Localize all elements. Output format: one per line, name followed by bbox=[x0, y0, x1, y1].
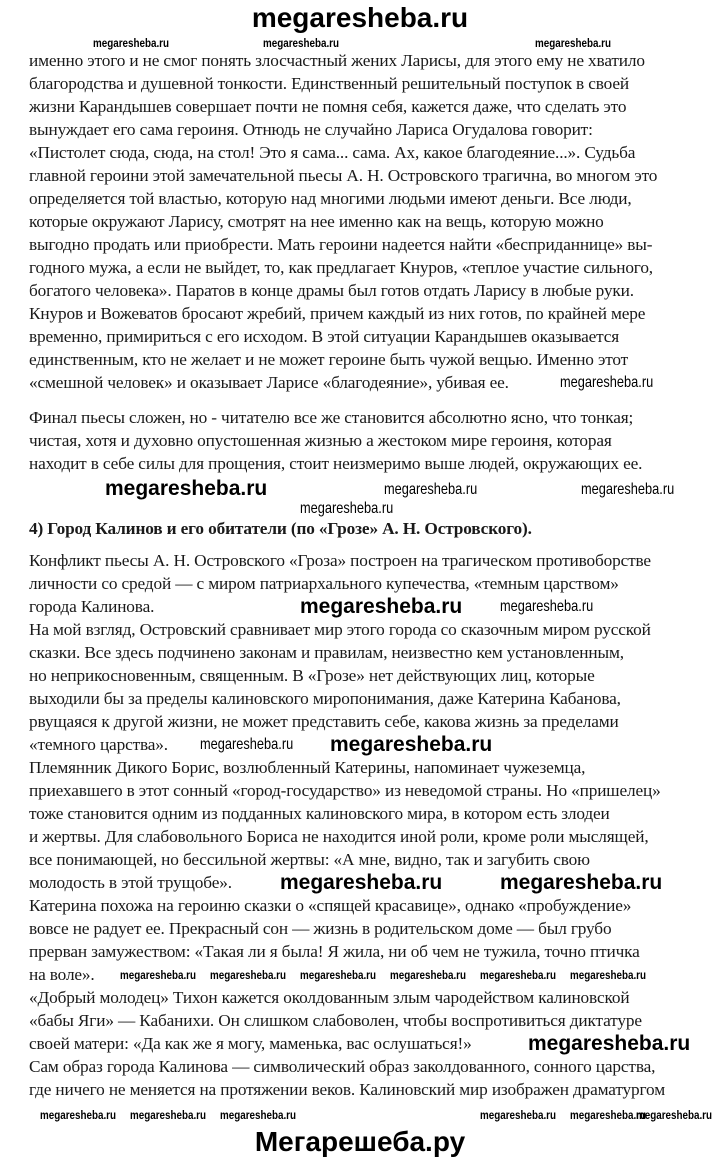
watermark: megaresheba.ru bbox=[300, 595, 463, 618]
watermark: megaresheba.ru bbox=[220, 1108, 297, 1122]
text-line: «темного царства». bbox=[29, 735, 168, 754]
text-line: Катерина похожа на героиню сказки о «спящей красавице», однако «пробуждение» bbox=[29, 896, 632, 915]
text-line: Кнуров и Вожеватов бросают жребий, причем каждый из них готов, по крайней мере bbox=[29, 304, 646, 323]
text-line: Конфликт пьесы А. Н. Островского «Гроза» построен на трагическом противоборстве bbox=[29, 551, 651, 570]
text-line: рвущаяся к другой жизни, не может представить себе, какова жизнь за пределами bbox=[29, 712, 619, 731]
watermark: megaresheba.ru bbox=[300, 500, 394, 517]
watermark: megaresheba.ru bbox=[570, 1108, 647, 1122]
watermark: megaresheba.ru bbox=[120, 968, 197, 982]
text-line: Сам образ города Калинова — символический образ заколдованного, сонного царства, bbox=[29, 1057, 656, 1076]
text-line: именно этого и не смог понять злосчастный жених Ларисы, для этого ему не хватило bbox=[29, 51, 645, 70]
watermark: megaresheba.ru bbox=[384, 481, 478, 498]
text-line: «бабы Яги» — Кабанихи. Он слишком слабоволен, чтобы воспротивиться диктатуре bbox=[29, 1011, 642, 1030]
text-line: находит в себе силы для прощения, стоит неизмеримо выше людей, окружающих ее. bbox=[29, 454, 643, 473]
text-line: но неприкосновенным, священным. В «Грозе» нет действующих лиц, которые bbox=[29, 666, 595, 685]
watermark: megaresheba.ru bbox=[263, 36, 340, 50]
text-line: жизни Карандышев совершает почти не помня себя, кажется даже, что сделать это bbox=[29, 97, 627, 116]
watermark: megaresheba.ru bbox=[528, 1032, 691, 1055]
text-line: Финал пьесы сложен, но - читателю все же становится абсолютно ясно, что тонкая; bbox=[29, 408, 634, 427]
text-line: все понимающей, но бессильной жертвы: «А мне, видно, так и загубить свою bbox=[29, 850, 590, 869]
text-line: Племянник Дикого Борис, возлюбленный Катерины, напоминает чужеземца, bbox=[29, 758, 586, 777]
watermark: megaresheba.ru bbox=[105, 477, 268, 500]
text-line: прерван замужеством: «Такая ли я была! Я жила, ни об чем не тужила, точно птичка bbox=[29, 942, 640, 961]
watermark: megaresheba.ru bbox=[535, 36, 612, 50]
text-line: главной героини этой замечательной пьесы А. Н. Островского трагична, во многом это bbox=[29, 166, 658, 185]
text-line: вынуждает его сама героиня. Отнюдь не случайно Лариса Огудалова говорит: bbox=[29, 120, 593, 139]
watermark: megaresheba.ru bbox=[210, 968, 287, 982]
text-line: приехавшего в этот сонный «город-государство» из неведомой страны. Но «пришелец» bbox=[29, 781, 661, 800]
watermark: megaresheba.ru bbox=[480, 968, 557, 982]
text-line: своей матери: «Да как же я могу, маменька, вас ослушаться!» bbox=[29, 1034, 472, 1053]
watermark: megaresheba.ru bbox=[636, 1108, 713, 1122]
watermark: megaresheba.ru bbox=[500, 598, 594, 615]
watermark: megaresheba.ru bbox=[500, 871, 663, 894]
text-line: выгодно продать или приобрести. Мать героини надеется найти «бесприданнице» вы- bbox=[29, 235, 653, 254]
watermark: megaresheba.ru bbox=[570, 968, 647, 982]
text-line: личности со средой — с миром патриархального купечества, «темным царством» bbox=[29, 574, 619, 593]
text-line: вовсе не радует ее. Прекрасный сон — жизнь в родительском доме — был грубо bbox=[29, 919, 612, 938]
text-line: На мой взгляд, Островский сравнивает мир этого города со сказочным миром русской bbox=[29, 620, 651, 639]
watermark: megaresheba.ru bbox=[40, 1108, 117, 1122]
watermark: megaresheba.ru bbox=[560, 374, 654, 391]
text-line: годного мужа, а если не выйдет, то, как предлагает Кнуров, «теплое участие сильного, bbox=[29, 258, 653, 277]
watermark: megaresheba.ru bbox=[280, 871, 443, 894]
text-line: временно, примириться с его исходом. В этой ситуации Карандышев оказывается bbox=[29, 327, 620, 346]
text-line: определяется той властью, которую над многими людьми имеют деньги. Все люди, bbox=[29, 189, 632, 208]
watermark: megaresheba.ru bbox=[93, 36, 170, 50]
text-line: благородства и душевной тонкости. Единственный решительный поступок в своей bbox=[29, 74, 629, 93]
text-line: на воле». bbox=[29, 965, 95, 984]
watermark: megaresheba.ru bbox=[581, 481, 675, 498]
text-line: выходили бы за пределы калиновского миропонимания, даже Катерина Кабанова, bbox=[29, 689, 621, 708]
text-line: где ничего не меняется на протяжении веков. Калиновский мир изображен драматургом bbox=[29, 1080, 665, 1099]
text-line: молодость в этой трущобе». bbox=[29, 873, 232, 892]
text-line: богатого человека». Паратов в конце драмы был готов отдать Ларису в любые руки. bbox=[29, 281, 634, 300]
text-line: единственным, кто не желает и не может героине быть чужой вещью. Именно этот bbox=[29, 350, 629, 369]
watermark: megaresheba.ru bbox=[300, 968, 377, 982]
text-line: чистая, хотя и духовно опустошенная жизнью а жестоком мире героиня, которая bbox=[29, 431, 612, 450]
text-line: «Добрый молодец» Тихон кажется околдованным злым чародейством калиновской bbox=[29, 988, 630, 1007]
text-line: тоже становится одним из подданных калиновского мира, в котором есть злодеи bbox=[29, 804, 610, 823]
footer-site-title: Мегарешеба.ру bbox=[254, 1126, 466, 1157]
text-line: сказки. Все здесь подчинено законам и правилам, неизвестно кем установленным, bbox=[29, 643, 624, 662]
watermark: megaresheba.ru bbox=[130, 1108, 207, 1122]
text-line: и жертвы. Для слабовольного Бориса не находится иной роли, кроме роли мыслящей, bbox=[29, 827, 649, 846]
watermark: megaresheba.ru bbox=[480, 1108, 557, 1122]
text-line: города Калинова. bbox=[29, 597, 155, 616]
text-line: которые окружают Ларису, смотрят на нее именно как на вещь, которую можно bbox=[29, 212, 604, 231]
watermark: megaresheba.ru bbox=[330, 733, 493, 756]
watermark: megaresheba.ru bbox=[200, 736, 294, 753]
watermark: megaresheba.ru bbox=[390, 968, 467, 982]
text-line: «смешной человек» и оказывает Ларисе «благодеяние», убивая ее. bbox=[29, 373, 509, 392]
section-heading: 4) Город Калинов и его обитатели (по «Грозе» А. Н. Островского). bbox=[29, 519, 532, 538]
text-line: «Пистолет сюда, сюда, на стол! Это я сама... сама. Ах, какое благодеяние...». Судьба bbox=[29, 143, 636, 162]
site-title: megaresheba.ru bbox=[251, 2, 469, 33]
